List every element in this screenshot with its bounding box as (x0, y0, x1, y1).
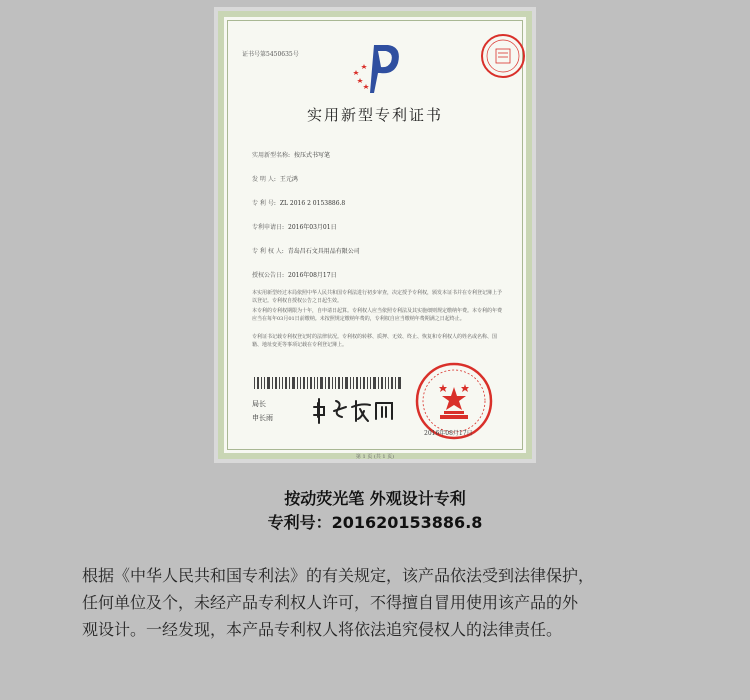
certificate-title: 实用新型专利证书 (306, 106, 443, 124)
patent-number-caption: 专利号：201620153886.8 (267, 513, 483, 532)
field-inventor: 发 明 人: 王元鸿 (252, 176, 298, 183)
seal-date: 2016年08月17日 (424, 430, 473, 437)
certificate-paragraph-3: 专利证书记载专利权登记时的法律状况。专利权的转移、质押、无效、终止、恢复和专利权人的姓名或名称、国籍、地址变更等事项记载在专利登记簿上。 (252, 334, 498, 348)
barcode-icon (254, 377, 404, 389)
signature-name: 申长雨 (252, 414, 273, 422)
field-grant-date: 授权公告日: 2016年08月17日 (252, 272, 337, 279)
certificate-paragraph-2: 本专利的专利权期限为十年，自申请日起算。专利权人应当依照专利法及其实施细则规定缴纳年费。本专利的年费应当在每年03月01日前缴纳。未按照规定缴纳年费的，专利权自应当缴纳年费期满之日起终止。 (252, 308, 503, 322)
field-application-date: 专利申请日: 2016年03月01日 (252, 224, 337, 231)
signature-title: 局长 (252, 400, 266, 408)
patent-office-logo-icon (348, 39, 408, 99)
field-patent-number: 专 利 号: ZL 2016 2 0153886.8 (252, 200, 346, 207)
patent-certificate-image (214, 7, 536, 463)
certificate-number: 证书号第5450635号 (242, 51, 299, 58)
legal-notice-line-3: 观设计。一经发现，本产品专利权人将依法追究侵权人的法律责任。 (82, 620, 563, 639)
product-patent-caption: 按动荧光笔 外观设计专利 (284, 489, 466, 508)
certificate-paper (218, 11, 532, 459)
field-patentee: 专 利 权 人: 青岛昌石文具用品有限公司 (252, 248, 360, 255)
handwritten-signature-icon (312, 395, 402, 425)
legal-notice-line-1: 根据《中华人民共和国专利法》的有关规定，该产品依法受到法律保护， (82, 566, 595, 585)
legal-notice-line-2: 任何单位及个，未经产品专利权人许可，不得擅自冒用使用该产品的外 (82, 593, 579, 612)
certificate-paragraph-1: 本实用新型经过本局依照中华人民共和国专利法进行初步审查，决定授予专利权，颁发本证书并在专利登记簿上予以登记。专利权自授权公告之日起生效。 (252, 290, 503, 304)
small-red-seal-icon (478, 31, 528, 81)
field-design-name: 实用新型名称: 按压式书写笔 (252, 152, 331, 159)
page-number: 第 1 页 (共 1 页) (355, 454, 395, 460)
